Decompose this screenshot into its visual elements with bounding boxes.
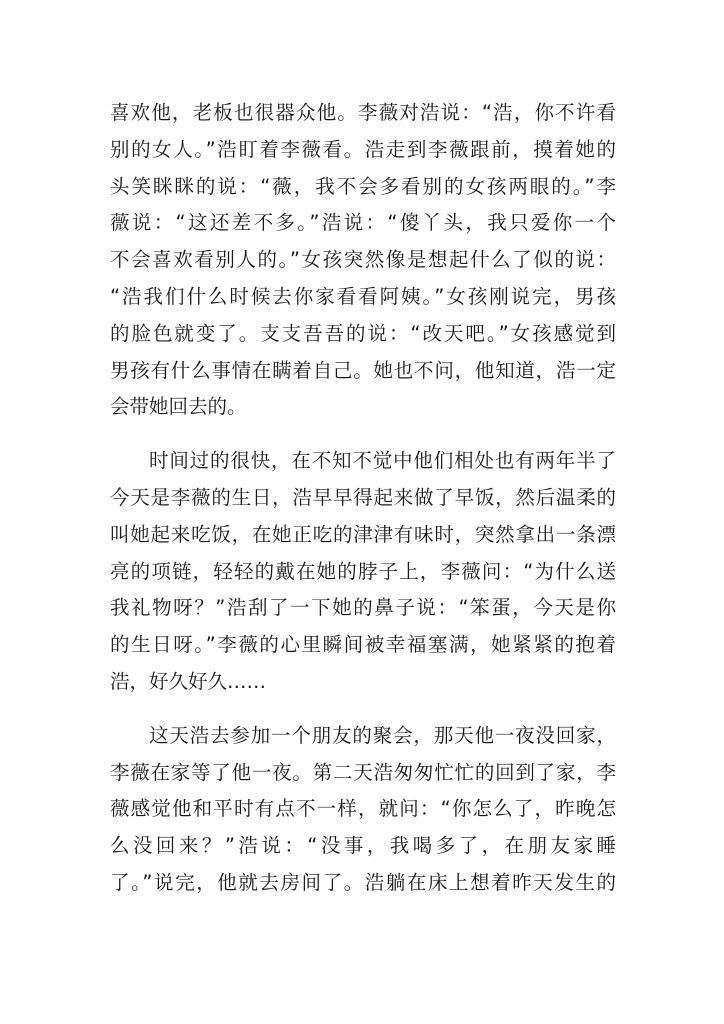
- text-line: 喜欢他，老板也很器众他。李薇对浩说：“浩，你不许看: [110, 101, 616, 124]
- text-line: 的生日呀。”李薇的心里瞬间被幸福塞满，她紧紧的抱着: [110, 633, 616, 657]
- text-line: 不会喜欢看别人的。”女孩突然像是想起什么了似的说：: [110, 248, 616, 272]
- text-line: 时间过的很快，在不知不觉中他们相处也有两年半了: [149, 449, 616, 473]
- text-line: 头笑眯眯的说：“薇，我不会多看别的女孩两眼的。”李: [110, 174, 616, 198]
- text-line: 叫她起来吃饭，在她正吃的津津有味时，突然拿出一条漂: [110, 522, 616, 546]
- text-line: 么没回来？”浩说：“没事，我喝多了，在朋友家睡: [110, 834, 616, 858]
- text-line: “浩我们什么时候去你家看看阿姨。”女孩刚说完，男孩: [110, 284, 616, 308]
- text-line: 了。”说完，他就去房间了。浩躺在床上想着昨天发生的: [110, 870, 616, 894]
- paragraph-1: [110, 95, 616, 426]
- text-line: 薇感觉他和平时有点不一样，就问：“你怎么了，昨晚怎: [110, 797, 616, 821]
- text-line: 今天是李薇的生日，浩早早得起来做了早饭，然后温柔的: [110, 485, 616, 509]
- text-line: 这天浩去参加一个朋友的聚会，那天他一夜没回家，: [149, 723, 616, 747]
- paragraph-2: [110, 443, 616, 701]
- text-line: 薇说：“这还差不多。”浩说：“傻丫头，我只爱你一个: [110, 211, 616, 235]
- text-line: 亮的项链，轻轻的戴在她的脖子上，李薇问：“为什么送: [110, 559, 616, 583]
- text-line: 李薇在家等了他一夜。第二天浩匆匆忙忙的回到了家，李: [110, 760, 616, 784]
- paragraph-3: [110, 718, 616, 902]
- text-line: 男孩有什么事情在瞒着自己。她也不问，他知道，浩一定: [110, 358, 616, 382]
- text-line: 浩，好久好久……: [110, 669, 267, 693]
- document-page: [110, 95, 616, 919]
- text-line: 会带她回去的。: [110, 395, 247, 419]
- text-line: 我礼物呀？”浩刮了一下她的鼻子说：“笨蛋，今天是你: [110, 596, 616, 620]
- text-line: 的脸色就变了。支支吾吾的说：“改天吧。”女孩感觉到: [110, 321, 616, 345]
- text-line: 别的女人。”浩盯着李薇看。浩走到李薇跟前，摸着她的: [110, 137, 616, 161]
